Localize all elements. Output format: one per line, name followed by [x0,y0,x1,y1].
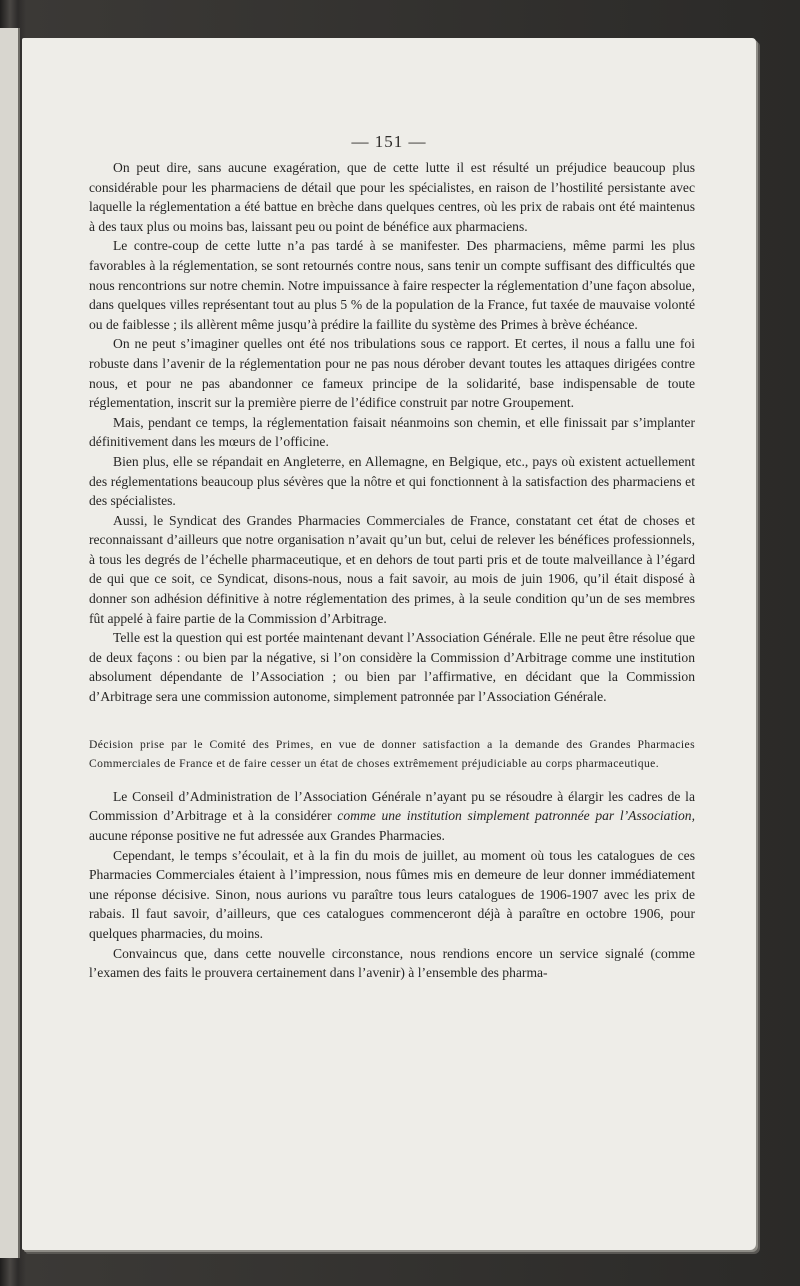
paragraph-text-before: Le Conseil d’Administration de l’Association Générale n’ayant pu se résoudre à élargir les cadres de la Commission d’Arbitrage et à la considérer [89,788,695,824]
paragraph: Aussi, le Syndicat des Grandes Pharmacies Commerciales de France, constatant cet état de choses et reconnaissant d’ailleurs que notre organisation n’avait qu’un but, celui de relever les bénéfices professionnels, à tous les degrés de l’échelle pharmaceutique, et en dehors de tout parti pris et de toute malveillance à l’égard de qui que ce soit, ce Syndicat, disons-nous, nous a fait savoir, au mois de juin 1906, qu’il était disposé à donner son adhésion définitive à notre réglementation des primes, à la seule condition qu’un de ses membres fût appelé à faire partie de la Commission d’Arbitrage. [89,512,695,626]
paragraph: Mais, pendant ce temps, la réglementation faisait néanmoins son chemin, et elle finissait par s’implanter définitivement dans les mœurs de l’officine. [89,414,695,450]
previous-page-edge [0,28,20,1258]
document-page [22,38,756,1250]
paragraph: Cependant, le temps s’écoulait, et à la fin du mois de juillet, au moment où tous les catalogues de ces Pharmacies Commerciales étaient à l’impression, nous fûmes mis en demeure de leur donner immédiatement une réponse décisive. Sinon, nous aurions vu paraître tous leurs catalogues de 1906-1907 avec les prix de rabais. Il faut savoir, d’ailleurs, que ces catalogues commenceront déjà à paraître en octobre 1906, pour quelques pharmacies, du moins. [89,847,695,941]
section-heading-text: Décision prise par le Comité des Primes, en vue de donner satisfaction a la demande des Grandes Pharmacies Commerciales de France et de faire cesser un état de choses extrêmement préjudiciable au corps pharmaceutique. [89,737,695,771]
paragraph-text-after: aucune réponse positive ne fut adressée aux Grandes Pharmacies. [89,828,445,843]
paragraph: On ne peut s’imaginer quelles ont été nos tribulations sous ce rapport. Et certes, il nous a fallu une foi robuste dans l’avenir de la réglementation pour ne pas nous dérober devant toutes les attaques dirigées contre nous, et pour ne pas abandonner ce fameux principe de la solidarité, base indispensable de toute réglementation, inscrit sur la première pierre de l’édifice construit par notre Groupement. [89,336,695,411]
paragraph: Convaincus que, dans cette nouvelle circonstance, nous rendions encore un service signalé (comme l’examen des faits le prouvera certainement dans l’avenir) à l’ensemble des pharma- [89,945,695,981]
paragraph: Telle est la question qui est portée maintenant devant l’Association Générale. Elle ne peut être résolue que de deux façons : ou bien par la négative, si l’on considère la Commission d’Arbitrage comme une institution absolument dépendante de l’Association ; ou bien par l’affirmative, en décidant que la Commission d’Arbitrage sera une commission autonome, simplement patronnée par l’Association Générale. [89,630,695,705]
italic-phrase: comme une institution simplement patronnée par l’Association, [337,808,695,824]
section-heading [89,735,695,774]
page-body [89,158,695,983]
paragraph: Bien plus, elle se répandait en Angleterre, en Allemagne, en Belgique, etc., pays où existent actuellement des réglementations beaucoup plus sévères que la nôtre et qui fonctionnent à la satisfaction des pharmaciens et des spécialistes. [89,453,695,509]
page-number: — 151 — [351,132,427,151]
paragraph: On peut dire, sans aucune exagération, que de cette lutte il est résulté un préjudice beaucoup plus considérable pour les pharmaciens de détail que pour les spécialistes, en raison de l’hostilité persistante avec laquelle la réglementation a été battue en brèche dans quelques centres, où les prix de rabais ont été maintenus à des taux plus ou moins bas, laissant peu ou point de bénéfice aux pharmaciens. [89,160,695,234]
paragraph: Le contre-coup de cette lutte n’a pas tardé à se manifester. Des pharmaciens, même parmi les plus favorables à la réglementation, se sont retournés contre nous, sans tenir un compte suffisant des difficultés que nous rencontrions sur notre chemin. Notre impuissance à faire respecter la réglementation d’une façon absolue, dans quelques villes représentant tout au plus 5 % de la population de la France, fut taxée de mauvaise volonté ou de faiblesse ; ils allèrent même jusqu’à prédire la faillite du système des Primes à brève échéance. [89,238,695,332]
paragraph-with-italic [89,787,695,846]
